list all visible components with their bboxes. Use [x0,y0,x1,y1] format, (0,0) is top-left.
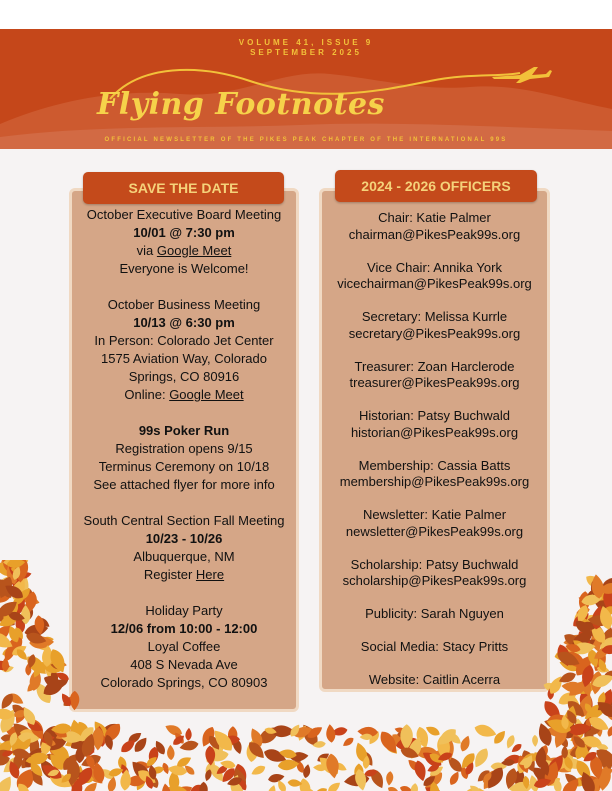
section-meeting-when: 10/23 - 10/26 [145,531,223,546]
leaf [325,724,336,743]
business-meeting-line2: 1575 Aviation Way, Colorado [101,351,267,366]
leaf [341,736,355,749]
business-meeting-title: October Business Meeting [107,297,261,312]
officer-entry: Vice Chair: Annika York vicechairman@PikesPeak99s.org [320,260,549,293]
poker-run-line3: See attached flyer for more info [93,477,275,492]
officer-entry: Publicity: Sarah Nguyen [365,606,504,621]
business-meeting-line3: Springs, CO 80916 [128,369,240,384]
exec-meeting-via: via Google Meet [136,243,232,258]
business-meeting-online: Online: Google Meet [124,387,244,402]
officer-email[interactable]: treasurer@PikesPeak99s.org [349,375,520,390]
google-meet-link[interactable]: Google Meet [156,243,232,258]
leaf [473,722,498,740]
holiday-party-street: 408 S Nevada Ave [130,657,238,672]
register-here-link[interactable]: Here [195,567,225,582]
poker-run-title: 99s Poker Run [138,423,230,438]
leaf [326,780,343,791]
officer-email[interactable]: historian@PikesPeak99s.org [350,424,519,440]
business-meeting-line1: In Person: Colorado Jet Center [94,333,274,348]
leaf [185,728,192,741]
poker-run-line1: Registration opens 9/15 [115,441,253,456]
save-the-date-heading: SAVE THE DATE [83,172,284,204]
leaf [267,772,285,783]
newsletter-subtitle: OFFICIAL NEWSLETTER OF THE PIKES PEAK CHAPTER OF THE INTERNATIONAL 99S [104,137,508,143]
leaf [448,770,462,787]
officer-email[interactable]: chairman@PikesPeak99s.org [348,226,521,242]
leaf [199,782,208,791]
leaf [532,735,538,747]
poker-run-line2: Terminus Ceremony on 10/18 [98,459,270,474]
officer-email[interactable]: vicechairman@PikesPeak99s.org [337,276,532,291]
officer-entry: Historian: Patsy Buchwald historian@PikesPeak99s.org [320,408,549,441]
leaf [385,771,393,786]
leaf [311,786,329,791]
exec-meeting-title: October Executive Board Meeting [86,207,282,222]
holiday-party-venue: Loyal Coffee [147,639,221,654]
newsletter-title: Flying Footnotes [97,87,385,122]
leaf [302,764,311,779]
newsletter-banner [0,29,612,149]
leaf [458,734,472,753]
officer-email[interactable]: scholarship@PikesPeak99s.org [342,573,527,588]
officer-entry: Website: Caitlin Acerra [368,672,501,687]
leaf [386,785,401,791]
volume-issue: VOLUME 41, ISSUE 9 SEPTEMBER 2025 [238,38,374,57]
officer-entry: Social Media: Stacy Pritts [360,639,509,654]
holiday-party-title: Holiday Party [145,603,223,618]
section-meeting-title: South Central Section Fall Meeting [83,513,285,528]
exec-meeting-when: 10/01 @ 7:30 pm [133,225,235,240]
leaf [492,728,508,746]
autumn-leaves-decoration [0,560,612,791]
officer-email[interactable]: secretary@PikesPeak99s.org [348,325,521,341]
leaf [410,783,419,791]
leaf [70,691,80,711]
officer-entry: Treasurer: Zoan Harclerode treasurer@PikesPeak99s.org [320,359,549,392]
business-meeting-when: 10/13 @ 6:30 pm [133,315,235,330]
section-meeting-place: Albuquerque, NM [133,549,235,564]
officer-entry: Secretary: Melissa Kurrle secretary@PikesPeak99s.org [320,309,549,342]
holiday-party-when: 12/06 from 10:00 - 12:00 [110,621,258,636]
section-meeting-register: Register Here [143,567,225,582]
google-meet-link[interactable]: Google Meet [169,387,244,402]
airplane-icon [490,63,552,85]
holiday-party-city: Colorado Springs, CO 80903 [100,675,268,690]
officer-entry: Scholarship: Patsy Buchwald scholarship@PikesPeak99s.org [320,557,549,590]
leaf [266,784,277,791]
leaf [167,745,175,761]
officers-heading: 2024 - 2026 OFFICERS [335,170,537,202]
officer-entry: Newsletter: Katie Palmer newsletter@PikesPeak99s.org [320,507,549,540]
officer-entry: Membership: Cassia Batts membership@PikesPeak99s.org [320,458,549,491]
leaf [250,763,267,777]
officer-email[interactable]: membership@PikesPeak99s.org [339,474,530,489]
officer-entry: Chair: Katie Palmer chairman@PikesPeak99s.org [320,210,549,243]
exec-meeting-note: Everyone is Welcome! [119,261,249,276]
officer-email[interactable]: newsletter@PikesPeak99s.org [345,523,524,539]
